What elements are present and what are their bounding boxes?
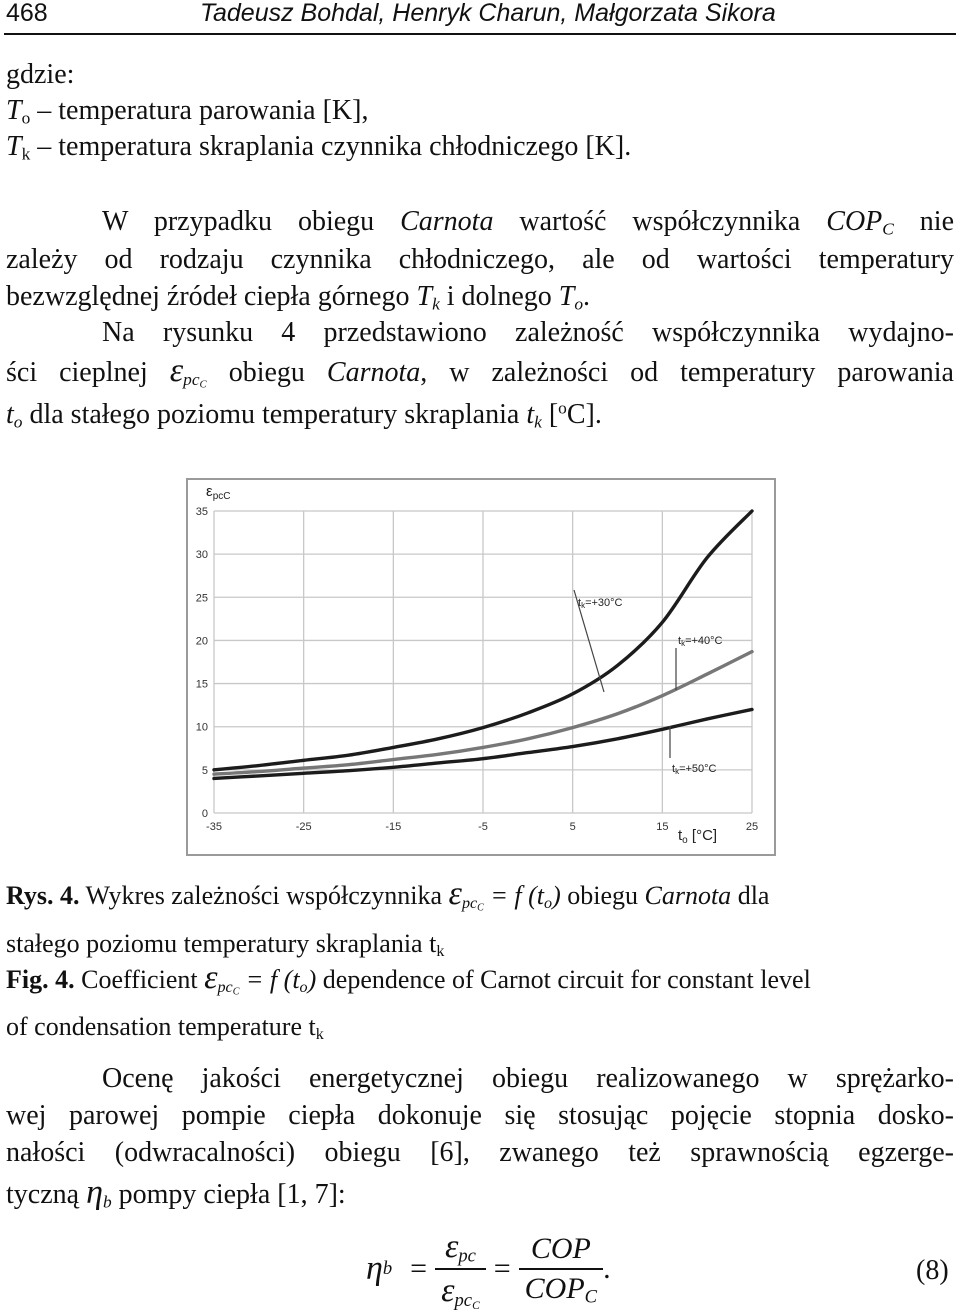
paragraph-2-line-1: Na rysunku 4 przedstawiono zależność współczynnika wydajno-	[102, 317, 954, 348]
text: nie	[893, 206, 954, 237]
symbol-t: t	[526, 399, 535, 430]
equals-sign: =	[493, 1252, 511, 1285]
symbol-T: T	[416, 281, 433, 312]
running-head-authors: Tadeusz Bohdal, Henryk Charun, Małgorzata Sikora	[200, 0, 776, 27]
symbol-T: T	[558, 281, 575, 312]
x-tick-label: 5	[569, 821, 576, 833]
equals-sign: =	[410, 1252, 428, 1285]
y-tick-label: 30	[195, 549, 208, 562]
epsilon-symbol: ε	[169, 352, 184, 389]
x-axis-label: $t_o$ [°C]	[678, 827, 718, 846]
equation: = f (t	[483, 881, 544, 910]
subscript: o	[13, 412, 23, 432]
text: bezwzględnej źródeł ciepła górnego	[6, 281, 417, 312]
y-tick-label: 0	[201, 808, 208, 820]
text: W przypadku obiegu	[102, 206, 401, 237]
text: , w zależności od temperatury parowania	[420, 357, 954, 388]
symbol-t: t	[6, 399, 14, 430]
subscript: o	[574, 294, 584, 314]
equation-number: (8)	[916, 1255, 949, 1286]
text: Coefficient	[74, 965, 205, 994]
caption-label: Fig. 4.	[6, 965, 75, 994]
subscript: C	[882, 219, 894, 239]
caption-polish-line-2	[6, 928, 444, 960]
cop-symbol: COP	[524, 1272, 585, 1305]
fraction-cop	[519, 1232, 603, 1306]
text: [	[541, 399, 559, 430]
caption-english-line-2	[6, 1011, 324, 1043]
subscript: o	[299, 979, 308, 997]
subscript: C	[584, 1286, 598, 1308]
text: obiegu	[206, 357, 327, 388]
y-tick-label: 5	[201, 764, 208, 777]
equation: )	[307, 965, 317, 994]
y-tick-label: 15	[195, 678, 208, 691]
text: stałego poziomu temperatury skraplania t	[6, 929, 437, 958]
epsilon-symbol: ε	[444, 1228, 459, 1265]
page-number: 468	[6, 0, 48, 27]
x-tick-label: -35	[206, 821, 222, 833]
subscript: pc	[454, 1289, 473, 1311]
definition-text: – temperatura parowania [K],	[30, 95, 369, 126]
text: .	[583, 281, 591, 312]
chart-svg	[186, 478, 776, 856]
symbol-cop: COP	[826, 206, 883, 237]
figure-frame	[187, 479, 775, 855]
series-label: tk=+50°C	[672, 763, 717, 776]
y-tick-label: 35	[195, 506, 208, 518]
figure-4	[186, 478, 776, 856]
paragraph-3-line-3: nałości (odwracalności) obiegu [6], zwanego też sprawnością egzerge-	[6, 1137, 954, 1168]
x-tick-label: -25	[295, 821, 312, 833]
subscript: b	[102, 1192, 112, 1212]
definition-text: – temperatura skraplania czynnika chłodniczego [K].	[30, 131, 632, 162]
subscript: k	[436, 943, 445, 961]
symbol-T: T	[6, 131, 22, 162]
text: ści cieplnej	[6, 357, 170, 388]
text: C].	[566, 399, 602, 430]
text: dependence of Carnot circuit for constant level	[316, 965, 811, 994]
text: i dolnego	[439, 281, 559, 312]
text: dla stałego poziomu temperatury skraplania	[22, 399, 527, 430]
text: tyczną	[6, 1179, 87, 1210]
definition-to	[6, 94, 368, 128]
y-axis-label: $\varepsilon_{pcC}$	[206, 483, 231, 502]
subscript: k	[432, 294, 440, 314]
paragraph-3-line-4	[6, 1176, 346, 1212]
subscript: k	[534, 412, 542, 432]
superscript: o	[558, 398, 567, 418]
subscript: k	[315, 1026, 324, 1044]
text-italic: Carnota	[400, 206, 494, 237]
eta-symbol: η	[366, 1250, 383, 1287]
x-tick-label: 25	[745, 821, 759, 833]
page-header	[0, 0, 960, 34]
y-tick-label: 25	[195, 592, 208, 605]
definition-tk	[6, 130, 631, 164]
epsilon-symbol: ε	[441, 1272, 455, 1309]
eta-symbol: η	[86, 1174, 103, 1211]
x-tick-label: -15	[385, 821, 402, 833]
paragraph-3-line-2: wej parowej pompie ciepła dokonuje się stosując pojęcie stopnia dosko-	[6, 1100, 954, 1131]
text: obiegu	[560, 881, 645, 910]
header-rule	[4, 33, 956, 35]
text: pompy ciepła [1, 7]:	[111, 1179, 346, 1210]
subscript: pc	[183, 370, 200, 390]
subscript: C	[232, 986, 240, 998]
cop-symbol: COP	[530, 1232, 591, 1265]
equation-8	[366, 1226, 611, 1312]
subscript: k	[21, 144, 31, 164]
paragraph-2-line-3	[6, 398, 602, 432]
text: wartość współczynnika	[493, 206, 827, 237]
text: Wykres zależności współczynnika	[79, 881, 449, 910]
text: of condensation temperature t	[6, 1012, 316, 1041]
subscript: pc	[217, 979, 233, 997]
paragraph-1-line-1	[6, 205, 954, 239]
symbol-T: T	[6, 95, 22, 126]
subscript: C	[477, 902, 484, 914]
series-label: tk=+40°C	[678, 635, 723, 648]
equation: = f (t	[239, 965, 300, 994]
subscript: b	[382, 1258, 393, 1279]
caption-label: Rys. 4.	[6, 881, 80, 910]
caption-english-line-1	[6, 959, 811, 998]
subscript: o	[21, 108, 31, 128]
equation: )	[552, 881, 561, 910]
subscript: C	[199, 379, 207, 392]
text-italic: Carnota	[644, 881, 732, 910]
y-tick-label: 20	[195, 635, 208, 648]
where-label: gdzie:	[6, 59, 75, 90]
x-tick-label: 15	[656, 821, 669, 833]
caption-polish-line-1	[6, 875, 770, 914]
subscript: C	[472, 1299, 480, 1312]
subscript: o	[544, 895, 553, 913]
paragraph-1-line-3	[6, 280, 590, 314]
period: .	[603, 1252, 611, 1285]
series-label: tk=+30°C	[578, 597, 623, 610]
fraction-epsilon	[435, 1228, 486, 1310]
x-tick-label: -5	[478, 821, 488, 833]
subscript: pc	[458, 1245, 476, 1267]
epsilon-symbol: ε	[448, 875, 462, 912]
text-italic: Carnota	[326, 357, 421, 388]
paragraph-2-line-2	[6, 354, 954, 390]
paragraph-1-line-2: zależy od rodzaju czynnika chłodniczego, ale od wartości temperatury	[6, 244, 954, 275]
subscript: pc	[461, 895, 478, 913]
y-tick-label: 10	[195, 721, 208, 734]
text: dla	[731, 881, 770, 910]
paragraph-3-line-1: Ocenę jakości energetycznej obiegu realizowanego w sprężarko-	[102, 1063, 954, 1094]
epsilon-symbol: ε	[204, 959, 218, 996]
